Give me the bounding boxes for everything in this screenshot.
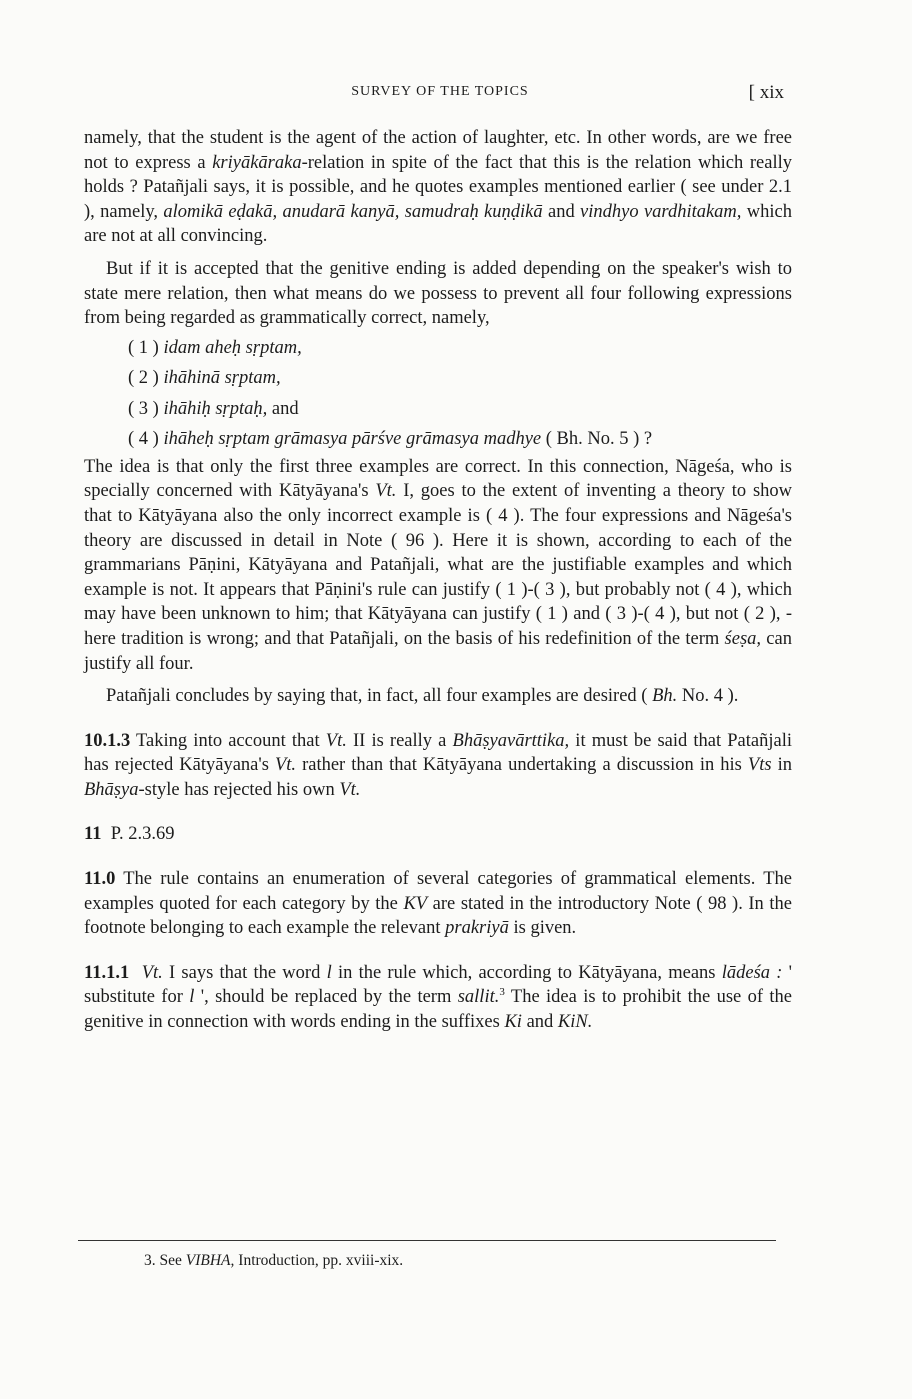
paragraph-2: But if it is accepted that the genitive ending is added depending on the speaker's wish to state mere relation, then what means do we possess to prevent all four following expressions from being regarded as grammatically correct, namely, [84, 258, 792, 329]
section-11-1-1: 11.1.1 Vt. I says that the word l in the rule which, according to Kātyāyana, means lādeśa : ' substitute for l ', should be replaced by the term sallit.$^3$ The idea is to prohibit the use of the genitive in connection with words ending in the suffixes Ki and KiN. [84, 962, 792, 1033]
footnote-divider [78, 1240, 776, 1241]
footnote-marker[interactable]: 3 [499, 986, 505, 999]
paragraph-4: Patañjali concludes by saying that, in fact, all four examples are desired ( Bh. No. 4 ). [106, 686, 739, 707]
example-item: ( 1 ) idam aheḥ sṛptam, [128, 337, 302, 358]
example-item: ( 2 ) ihāhinā sṛptam, [128, 368, 281, 389]
section-11-0: 11.0 The rule contains an enumeration of several categories of grammatical elements. The examples quoted for each category by the KV are stated in the introductory Note ( 98 ). In the footnote belonging to each example the relevant prakriyā is given. [84, 869, 792, 939]
paragraph-1: namely, that the student is the agent of the action of laughter, etc. In other words, are we free not to express a kriyākāraka-relation in spite of the fact that this is the relation which really holds ? Patañjali says, it is possible, and he quotes examples mentioned earlier ( see under 2.1 ), namely, alomikā eḍakā, anudarā kanyā, samudraḥ kuṇḍikā and vindhyo vardhitakam, which are not at all convincing. [84, 128, 792, 247]
page-body [84, 126, 792, 1035]
example-item: ( 4 ) ihāheḥ sṛptam grāmasya pārśve grāmasya madhye ( Bh. No. 5 ) ? [128, 429, 653, 450]
running-head: SURVEY OF THE TOPICS [351, 84, 529, 99]
section-10-1-3: 10.1.3 Taking into account that Vt. II is really a Bhāṣyavārttika, it must be said that Patañjali has rejected Kātyāyana's Vt. rather than that Kātyāyana undertaking a discussion in his Vts in Bhāṣya-style has rejected his own Vt. [84, 730, 792, 800]
paragraph-3: The idea is that only the first three examples are correct. In this connection, Nāgeśa, who is specially concerned with Kātyāyana's Vt. I, goes to the extent of inventing a theory to show that to Kātyāyana also the only incorrect example is ( 4 ). The four expressions and Nāgeśa's theory are discussed in detail in Note ( 96 ). Here it is shown, according to each of the grammarians Pāṇini, Kātyāyana and Patañjali, what are the justifiable examples and which example is not. It appears that Pāṇini's rule can justify ( 1 )-( 3 ), but probably not ( 4 ), which may have been unknown to him; that Kātyāyana can justify ( 1 ) and ( 3 )-( 4 ), but not ( 2 ), - here tradition is wrong; and that Patañjali, on the basis of his redefinition of the term śeṣa, can justify all four. [84, 456, 792, 674]
footnote: 3. See VIBHA, Introduction, pp. xviii-xix. [144, 1252, 404, 1269]
section-11-heading: 11 P. 2.3.69 [84, 824, 175, 845]
example-list [128, 333, 792, 455]
example-item: ( 3 ) ihāhiḥ sṛptaḥ, and [128, 398, 299, 419]
page-number: [ xix [748, 82, 784, 103]
page-header [90, 82, 790, 108]
